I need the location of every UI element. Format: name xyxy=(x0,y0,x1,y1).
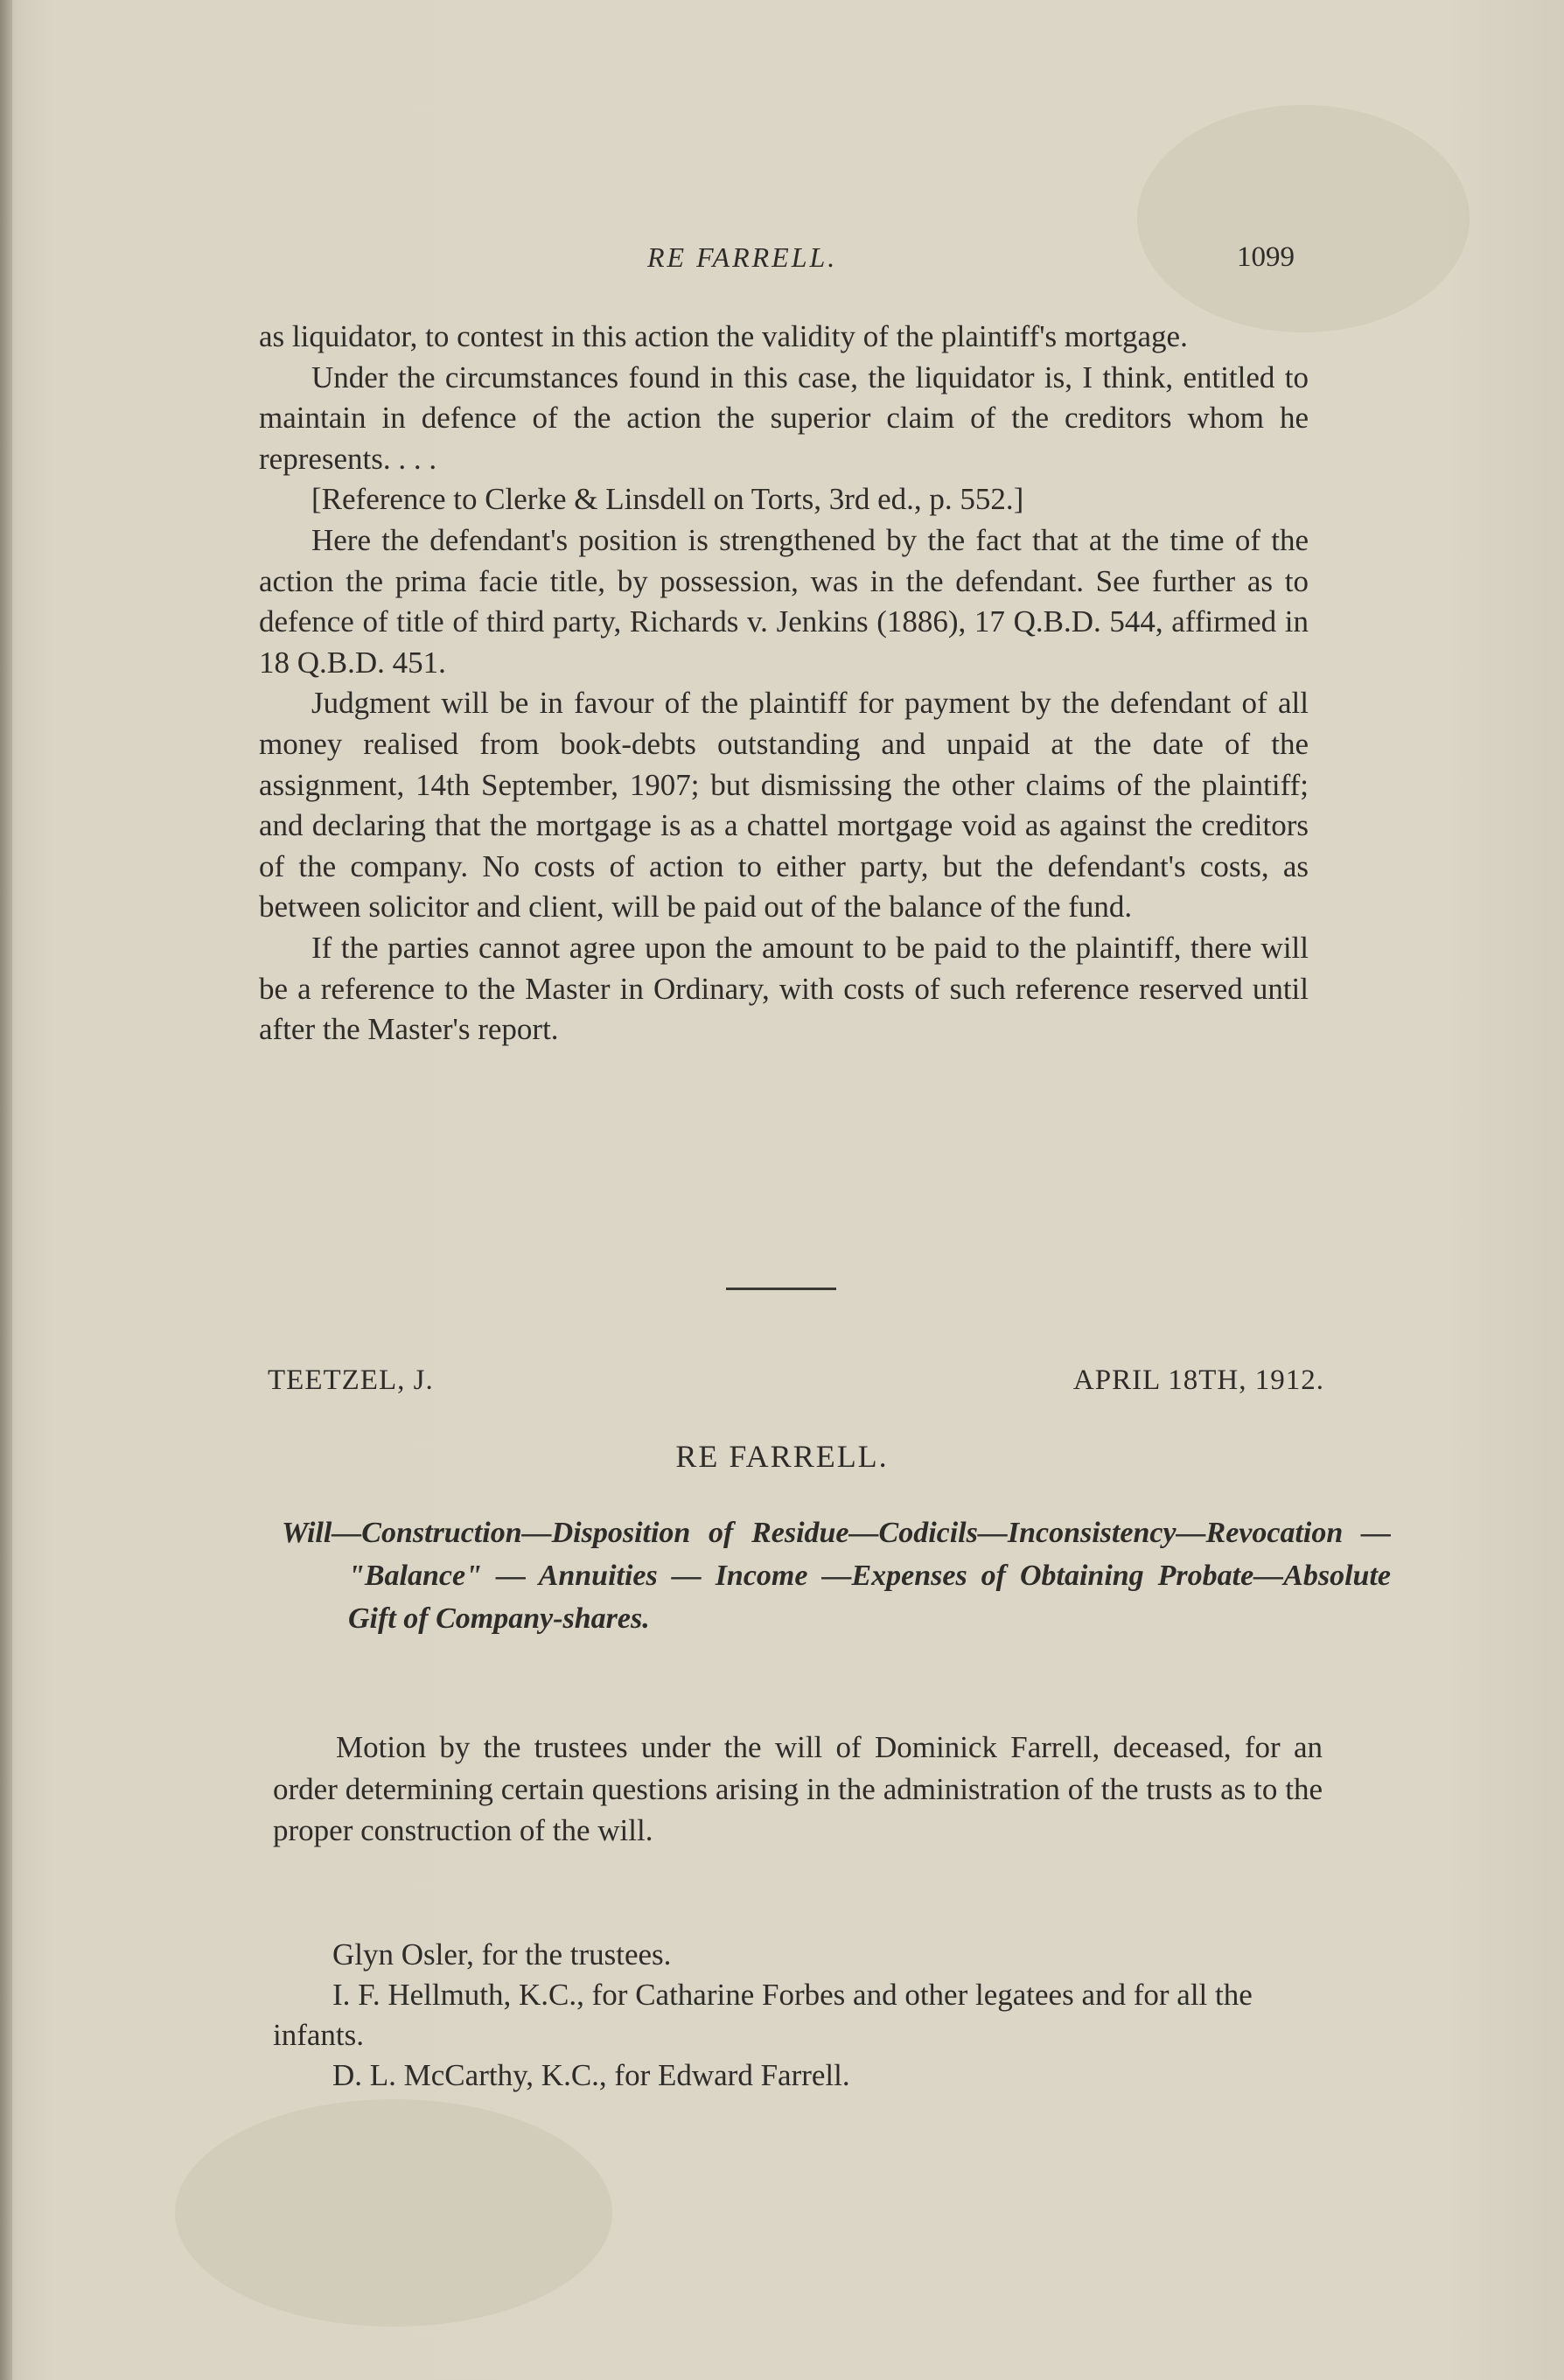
counsel-entry: I. F. Hellmuth, K.C., for Catharine Forbes and other legatees and for all the infants. xyxy=(273,1978,1253,2052)
paper-stain xyxy=(1137,105,1470,332)
headnote: Will—Construction—Disposition of Residue—Codicils—Inconsistency—Revocation — "Balance" — Annuities — Income —Expenses of Obtaining Probate—Absolute Gift of Company-shares. xyxy=(282,1517,1391,1635)
section-divider xyxy=(726,1288,836,1290)
running-head-title: RE FARRELL. xyxy=(647,241,838,273)
page-binding-edge xyxy=(0,0,12,2380)
judge-name: TEETZEL, J. xyxy=(268,1364,434,1396)
counsel-entry: Glyn Osler, for the trustees. xyxy=(332,1937,672,1972)
case-header xyxy=(268,1364,1324,1408)
case-date: APRIL 18TH, 1912. xyxy=(1072,1364,1324,1396)
counsel-entry: D. L. McCarthy, K.C., for Edward Farrell. xyxy=(332,2058,850,2092)
paragraph: Under the circumstances found in this case, the liquidator is, I think, entitled to maintain in defence of the action the superior claim of the creditors whom he represents. . . . xyxy=(259,359,1309,476)
paragraph: [Reference to Clerke & Linsdell on Torts, 3rd ed., p. 552.] xyxy=(311,482,1024,517)
paragraph: If the parties cannot agree upon the amount to be paid to the plaintiff, there will be a reference to the Master in Ordinary, with costs of such reference reserved until after the Master's report. xyxy=(259,930,1309,1047)
running-head xyxy=(262,241,1295,285)
case-title: RE FARRELL. xyxy=(675,1439,889,1474)
motion-paragraph: Motion by the trustees under the will of Dominick Farrell, deceased, for an order determining certain questions arising in the administration of the trusts as to the proper construction of the will. xyxy=(273,1730,1323,1847)
judgment-text xyxy=(259,317,1309,1050)
page-number: 1099 xyxy=(1237,241,1295,273)
paragraph: Here the defendant's position is strengthened by the fact that at the time of the action the prima facie title, by possession, was in the defendant. See further as to defence of title of third party, Richards v. Jenkins (1886), 17 Q.B.D. 544, affirmed in 18 Q.B.D. 451. xyxy=(259,522,1309,680)
paragraph: Judgment will be in favour of the plaintiff for payment by the defendant of all money realised from book-debts outstanding and unpaid at the date of the assignment, 14th September, 1907; but dismissing the other claims of the plaintiff; and declaring that the mortgage is as a chattel mortgage void as against the creditors of the company. No costs of action to either party, but the defendant's costs, as between solicitor and client, will be paid out of the balance of the fund. xyxy=(259,686,1309,925)
paragraph: as liquidator, to contest in this action the validity of the plaintiff's mortgage. xyxy=(259,319,1188,353)
paper-stain xyxy=(175,2099,612,2327)
counsel-list xyxy=(273,1935,1328,2096)
